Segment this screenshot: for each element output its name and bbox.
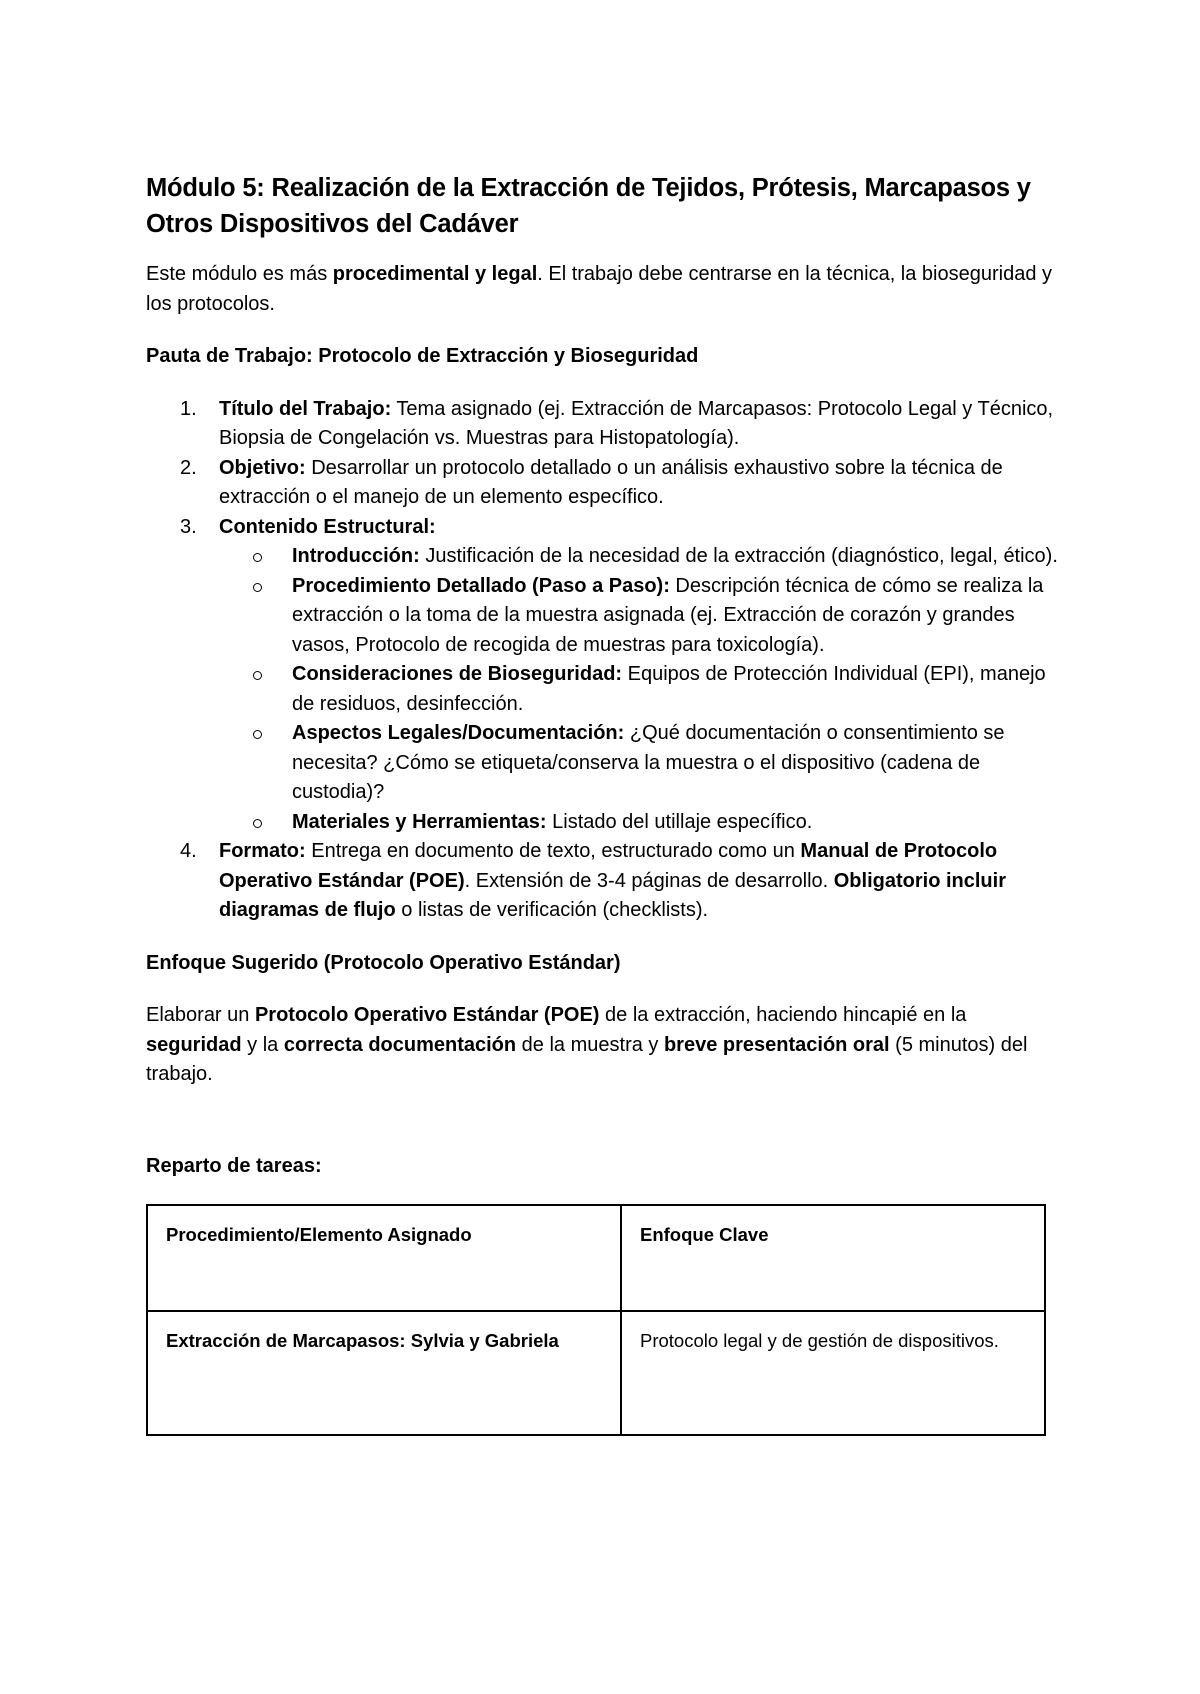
- sublist-item: Aspectos Legales/Documentación: ¿Qué documentación o consentimiento se necesita? ¿Cómo se etiqueta/conserva la muestra o el dispositivo (cadena de custodia)?: [219, 719, 1066, 808]
- table-header-cell: Enfoque Clave: [621, 1205, 1045, 1311]
- list-number: 4.: [180, 840, 197, 862]
- hollow-circle-bullet-icon: [253, 819, 262, 828]
- hollow-circle-bullet-icon: [253, 553, 262, 562]
- intro-paragraph: Este módulo es más procedimental y legal. El trabajo debe centrarse en la técnica, la bioseguridad y los protocolos.: [146, 263, 1053, 315]
- pauta-heading: Pauta de Trabajo: Protocolo de Extracción y Bioseguridad: [146, 345, 699, 367]
- task-assignment-table: [146, 1204, 1046, 1436]
- reparto-heading: Reparto de tareas:: [146, 1154, 322, 1177]
- table-cell: Extracción de Marcapasos: Sylvia y Gabriela: [147, 1311, 621, 1435]
- enfoque-paragraph: Elaborar un Protocolo Operativo Estándar (POE) de la extracción, haciendo hincapié en la seguridad y la correcta documentación de la muestra y breve presentación oral (5 minutos) del trabajo.: [146, 1004, 1028, 1085]
- list-number: 3.: [180, 515, 197, 538]
- table-header-cell: Procedimiento/Elemento Asignado: [147, 1205, 621, 1311]
- enfoque-heading: Enfoque Sugerido (Protocolo Operativo Estándar): [146, 951, 621, 974]
- work-guidelines-list: [146, 395, 1066, 926]
- sublist-item: Materiales y Herramientas: Listado del utillaje específico.: [219, 808, 1066, 838]
- list-item: 2. Objetivo: Desarrollar un protocolo detallado o un análisis exhaustivo sobre la técnica de extracción o el manejo de un elemento específico.: [146, 454, 1066, 513]
- table-cell: Protocolo legal y de gestión de dispositivos.: [621, 1311, 1045, 1435]
- list-number: 2.: [180, 456, 197, 479]
- document-title: Módulo 5: Realización de la Extracción de Tejidos, Prótesis, Marcapasos y Otros Dispositivos del Cadáver: [146, 174, 1031, 238]
- list-item: 4. Formato: Entrega en documento de texto, estructurado como un Manual de Protocolo Operativo Estándar (POE). Extensión de 3-4 páginas de desarrollo. Obligatorio incluir diagramas de flujo o listas de verificación (checklists).: [146, 837, 1066, 926]
- list-number: 1.: [180, 397, 197, 420]
- content-structure-sublist: [219, 542, 1066, 837]
- table-row: [147, 1311, 1045, 1435]
- sublist-item: Procedimiento Detallado (Paso a Paso): Descripción técnica de cómo se realiza la extracción o la toma de la muestra asignada (ej. Extracción de corazón y grandes vasos, Protocolo de recogida de muestras para toxicología).: [219, 572, 1066, 661]
- hollow-circle-bullet-icon: [253, 583, 262, 592]
- document-content: [146, 170, 1066, 1436]
- list-item: 1. Título del Trabajo: Tema asignado (ej. Extracción de Marcapasos: Protocolo Legal y Técnico, Biopsia de Congelación vs. Muestras para Histopatología).: [146, 395, 1066, 454]
- hollow-circle-bullet-icon: [253, 730, 262, 739]
- hollow-circle-bullet-icon: [253, 671, 262, 680]
- sublist-item: Introducción: Justificación de la necesidad de la extracción (diagnóstico, legal, ético).: [219, 542, 1066, 572]
- table-header-row: [147, 1205, 1045, 1311]
- list-item: 3. Contenido Estructural: Introducción: Justificación de la necesidad de la extracción (diagnóstico, legal, ético). Procedimiento Detallado (Paso a Paso): Descripción técnica de cómo se realiza la extracción o la toma de la muestra asignada (ej. Extracción de corazón y grandes vasos, Protocolo de recogida de muestras para toxicología). Consideraciones de Bioseguridad: Equipos de Protección Individual (EPI), manejo de residuos, desinfección. Aspectos Legales/Documentación: ¿Qué documentación o consentimiento se necesita? ¿Cómo se etiqueta/conserva la muestra o el dispositivo (cadena de custodia)? Materiales y Herramientas: Listado del utillaje específico.: [146, 513, 1066, 838]
- sublist-item: Consideraciones de Bioseguridad: Equipos de Protección Individual (EPI), manejo de residuos, desinfección.: [219, 660, 1066, 719]
